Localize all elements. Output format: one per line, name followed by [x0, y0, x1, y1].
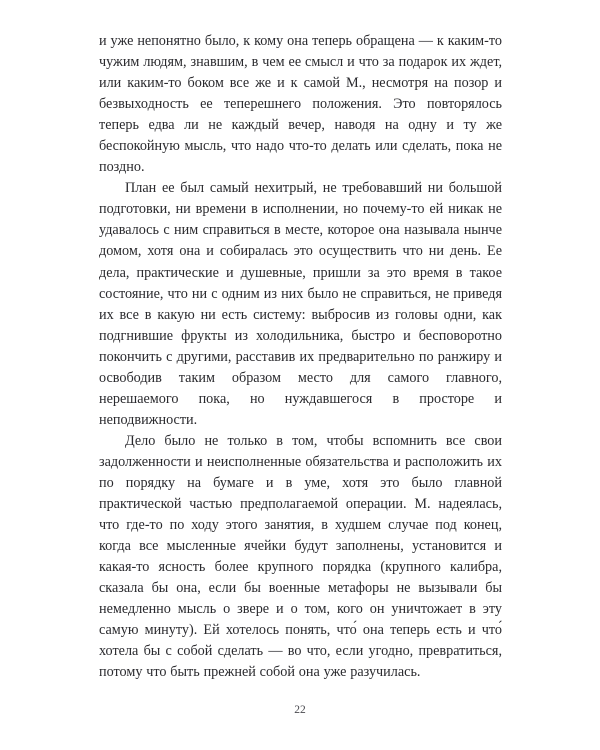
paragraph-plan: План ее был самый нехитрый, не требовавший ни большой подготовки, ни времени в исполнении, но почему-то ей никак не удавалось с ним справиться в месте, которое она называла нынче домом, хотя она и собиралась это осуществить что ни день. Ее дела, практические и душевные, пришли за это время в такое состояние, что ни с одним из них было не справиться, не приведя их все в какую ни есть систему: выбросив из головы одни, как подгнившие фрукты из холодильника, быстро и бесповоротно покончить с другими, расставив их предварительно по ранжиру и освободив таким образом место для самого главного, нерешаемого пока, но нуждавшегося в просторе и неподвижности. [99, 180, 502, 428]
page-text-block [99, 31, 502, 683]
paragraph-continuation: и уже непонятно было, к кому она теперь обращена — к каким-то чужим людям, знавшим, в чем ее смысл и что за подарок их ждет, или каким-то боком все же и к самой М., несмотря на позор и безвыходность ее теперешнего положения. Это повторялось теперь едва ли не каждый вечер, наводя на одну и ту же беспокойную мысль, что надо что-то делать или сделать, пока не поздно. [99, 33, 502, 176]
page-number: 22 [294, 704, 306, 716]
paragraph-delo: Дело было не только в том, чтобы вспомнить все свои задолженности и неисполненные обязательства и расположить их по порядку на бумаге и в уме, хотя это было главной практической частью предполагаемой операции. М. надеялась, что где-то по ходу этого занятия, в худшем случае под конец, когда все мысленные ячейки будут заполнены, установится и какая-то ясность более крупного порядка (крупного калибра, сказала бы она, если бы военные метафоры не вызывали бы немедленно мысль о звере и о том, кого он уничтожает в эту самую минуту). Ей хотелось понять, что́ она теперь есть и что́ хотела бы с собой сделать — во что, если угодно, превратиться, потому что быть прежней собой она уже разучилась. [99, 432, 502, 681]
